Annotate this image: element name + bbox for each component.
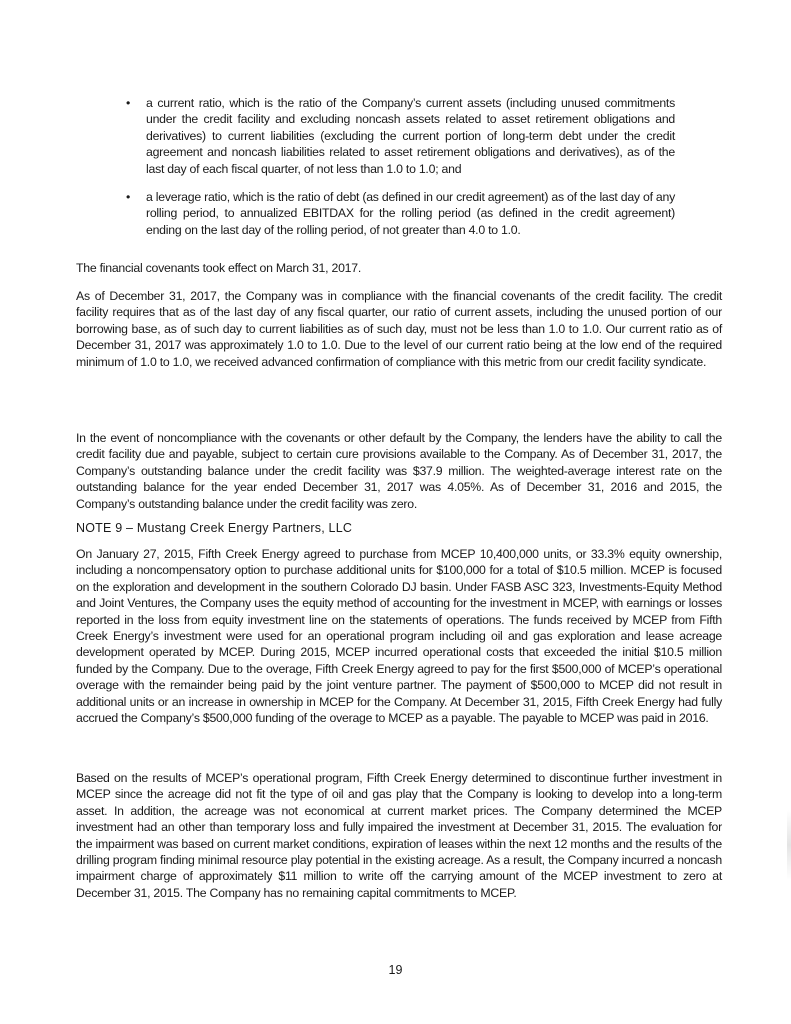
- paragraph-covenants-effective: The financial covenants took effect on March 31, 2017.: [76, 261, 361, 275]
- bullet-current-ratio-text: a current ratio, which is the ratio of the Company’s current assets (including unused commitments under the credit facility and excluding noncash assets related to asset retirement obligations and derivatives) to current liabilities (excluding the current portion of long-term debt under the credit agreement and noncash liabilities related to asset retirement obligations and derivatives), as of the last day of each fiscal quarter, of not less than 1.0 to 1.0; and: [146, 96, 675, 176]
- bullet-icon: •: [126, 96, 131, 110]
- bullet-current-ratio: [120, 95, 675, 177]
- paragraph-mcep-impairment: Based on the results of MCEP’s operational program, Fifth Creek Energy determined to discontinue further investment in MCEP since the acreage did not fit the type of oil and gas play that the Company is looking to develop into a long-term asset. In addition, the acreage was not economical at current market prices. The Company determined the MCEP investment had an other than temporary loss and fully impaired the investment at December 31, 2015. The evaluation for the impairment was based on current market conditions, expiration of leases within the next 12 months and the results of the drilling program finding minimal resource play potential in the existing acreage. As a result, the Company incurred a noncash impairment charge of approximately $11 million to write off the carrying amount of the MCEP investment to zero at December 31, 2015. The Company has no remaining capital commitments to MCEP.: [76, 771, 722, 900]
- paragraph-noncompliance: In the event of noncompliance with the covenants or other default by the Company, the lenders have the ability to call the credit facility due and payable, subject to certain cure provisions available to the Company. As of December 31, 2017, the Company’s outstanding balance under the credit facility was $37.9 million. The weighted-average interest rate on the outstanding balance for the year ended December 31, 2017 was 4.05%. As of December 31, 2016 and 2015, the Company’s outstanding balance under the credit facility was zero.: [76, 431, 722, 511]
- scan-edge-shadow: [787, 810, 791, 880]
- covenant-bullet-list: [120, 95, 675, 250]
- paragraph-mcep-purchase: On January 27, 2015, Fifth Creek Energy agreed to purchase from MCEP 10,400,000 units, or 33.3% equity ownership, including a noncompensatory option to purchase additional units for $100,000 for a total of $10.5 million. MCEP is focused on the exploration and development in the southern Colorado DJ basin. Under FASB ASC 323, Investments-Equity Method and Joint Ventures, the Company uses the equity method of accounting for the investment in MCEP, with earnings or losses reported in the loss from equity investment line on the statements of operations. The funds received by MCEP from Fifth Creek Energy’s investment were used for an operational program including oil and gas exploration and lease acreage development operated by MCEP. During 2015, MCEP incurred operational costs that exceeded the initial $10.5 million funded by the Company. Due to the overage, Fifth Creek Energy agreed to pay for the first $500,000 of MCEP’s operational overage with the remainder being paid by the joint venture partner. The payment of $500,000 to MCEP did not result in additional units or an increase in ownership in MCEP for the Company. At December 31, 2015, Fifth Creek Energy had fully accrued the Company’s $500,000 funding of the overage to MCEP as a payable. The payable to MCEP was paid in 2016.: [76, 547, 722, 726]
- bullet-icon: •: [126, 190, 131, 205]
- page-number: 19: [388, 963, 403, 977]
- paragraph-compliance: As of December 31, 2017, the Company was in compliance with the financial covenants of the credit facility. The credit facility requires that as of the last day of any fiscal quarter, our ratio of current assets, including the unused portion of our borrowing base, as of such day to current liabilities as of such day, must not be less than 1.0 to 1.0. Our current ratio as of December 31, 2017 was approximately 1.0 to 1.0. Due to the level of our current ratio being at the low end of the required minimum of 1.0 to 1.0, we received advanced confirmation of compliance with this metric from our credit facility syndicate.: [76, 289, 722, 369]
- bullet-leverage-ratio: [120, 189, 675, 238]
- bullet-leverage-ratio-text: a leverage ratio, which is the ratio of debt (as defined in our credit agreement) as of the last day of any rolling period, to annualized EBITDAX for the rolling period (as defined in the credit agreement) ending on the last day of the rolling period, of not greater than 4.0 to 1.0.: [146, 190, 675, 237]
- note-9-heading: NOTE 9 – Mustang Creek Energy Partners, LLC: [76, 521, 353, 535]
